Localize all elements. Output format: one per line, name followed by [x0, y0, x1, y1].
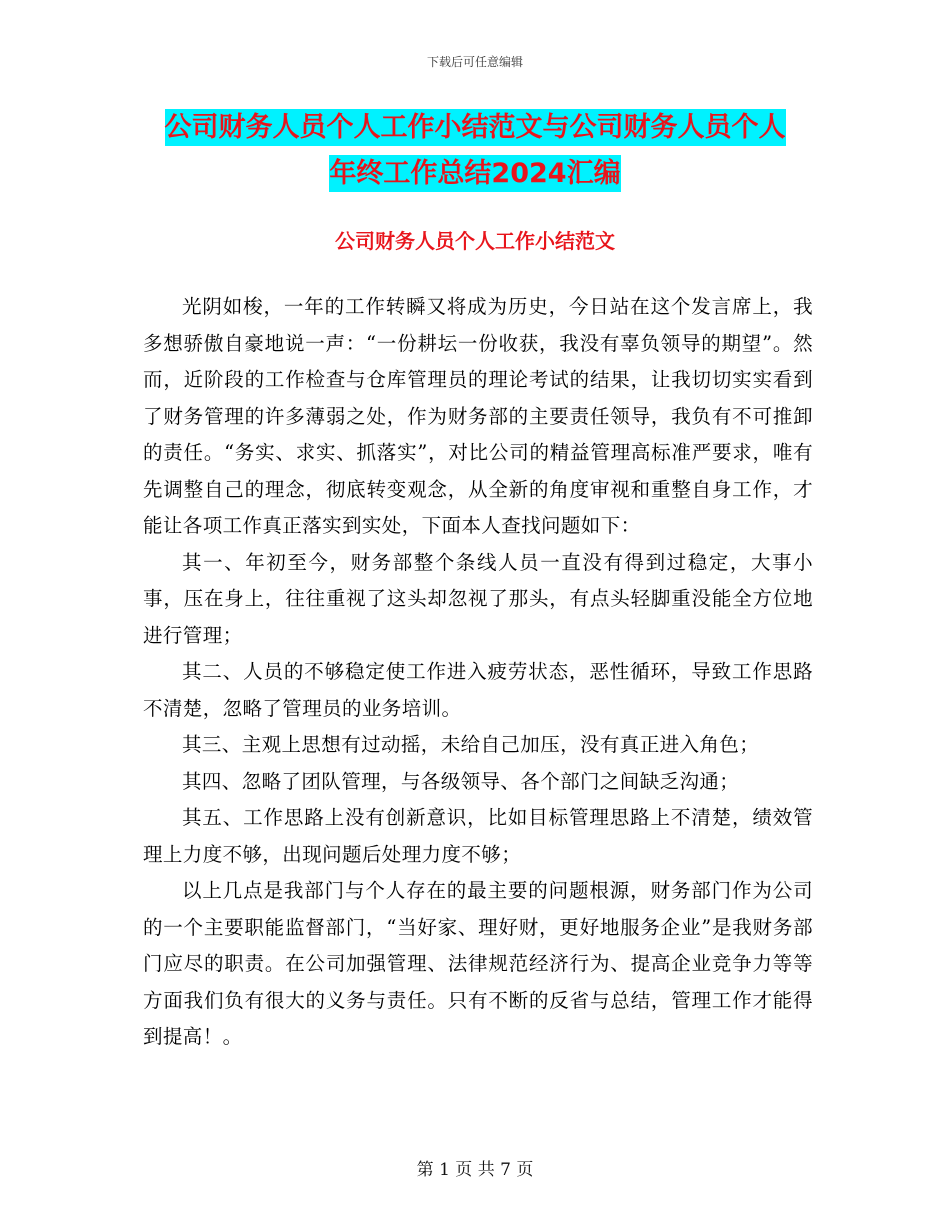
paragraph: 其三、主观上思想有过动摇，未给自己加压，没有真正进入角色；	[182, 733, 760, 756]
paragraph: 其一、年初至今，财务部整个条线人员一直没有得到过稳定，大事小事，压在身上，往往重视了这头却忽视了那头，有点头轻脚重没能全方位地进行管理；	[143, 550, 813, 647]
paragraph: 其二、人员的不够稳定使工作进入疲劳状态，恶性循环，导致工作思路不清楚，忽略了管理员的业务培训。	[143, 660, 813, 720]
paragraph: 其四、忽略了团队管理，与各级领导、各个部门之间缺乏沟通；	[182, 769, 740, 793]
document-title-line-2	[0, 160, 950, 187]
page-number-footer: 第 1 页 共 7 页	[416, 1160, 534, 1180]
header-note: 下载后可任意编辑	[426, 55, 523, 69]
paragraph: 以上几点是我部门与个人存在的最主要的问题根源，财务部门作为公司的一个主要职能监督部门，“当好家、理好财，更好地服务企业”是我财务部门应尽的职责。在公司加强管理、法律规范经济行为、提高企业竞争力等等方面我们负有很大的义务与责任。只有不断的反省与总结，管理工作才能得到提高！。	[143, 879, 813, 1048]
title-highlight-2: 年终工作总结2024汇编	[329, 155, 620, 192]
paragraph: 其五、工作思路上没有创新意识，比如目标管理思路上不清楚，绩效管理上力度不够，出现问题后处理力度不够；	[143, 806, 813, 866]
title-highlight-1: 公司财务人员个人工作小结范文与公司财务人员个人	[165, 109, 786, 146]
document-title-line-1	[0, 114, 950, 141]
section-subtitle: 公司财务人员个人工作小结范文	[335, 229, 615, 253]
paragraph: 光阴如梭，一年的工作转瞬又将成为历史，今日站在这个发言席上，我多想骄傲自豪地说一声：“一份耕坛一份收获，我没有辜负领导的期望”。然而，近阶段的工作检查与仓库管理员的理论考试的结果，让我切切实实看到了财务管理的许多薄弱之处，作为财务部的主要责任领导，我负有不可推卸的责任。“务实、求实、抓落实”，对比公司的精益管理高标准严要求，唯有先调整自己的理念，彻底转变观念，从全新的角度审视和重整自身工作，才能让各项工作真正落实到实处，下面本人查找问题如下：	[143, 295, 813, 537]
document-body	[143, 289, 813, 1056]
